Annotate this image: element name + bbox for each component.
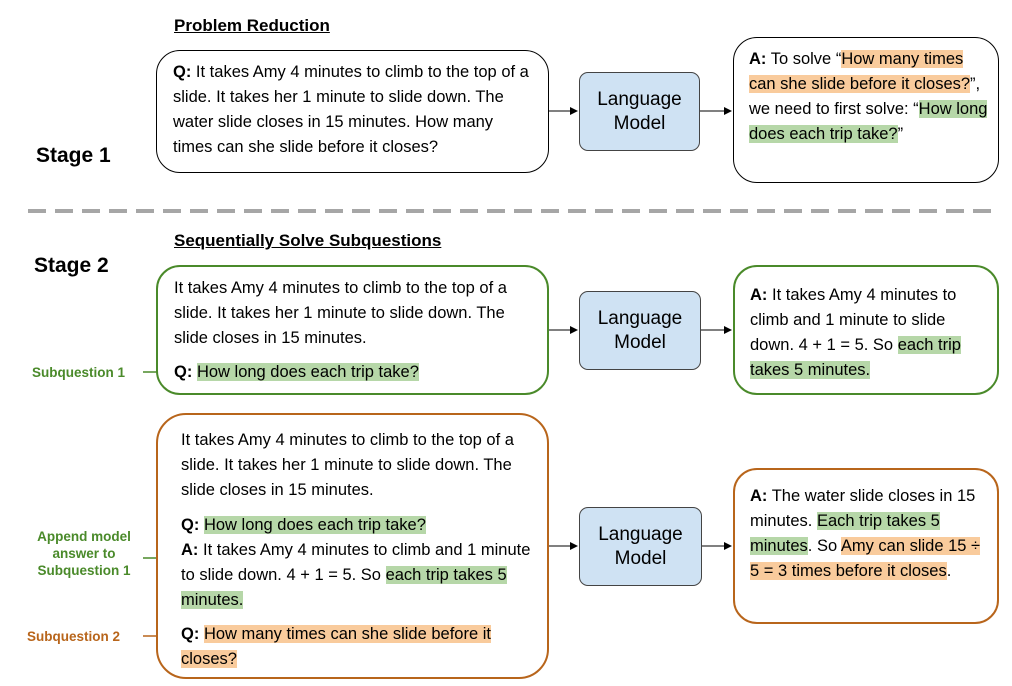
block1-output-box (733, 265, 999, 395)
stage2-label: Stage 2 (34, 254, 109, 277)
block1-input-box (156, 265, 549, 395)
stage1-heading: Problem Reduction (174, 16, 330, 35)
output-text: ”, we need to first solve: “ (749, 75, 981, 118)
block2-context: It takes Amy 4 minutes to climb to the top of a slide. It takes her 1 minute to slide down. The slide closes in 15 minutes. (181, 431, 514, 499)
append-answer-side-label: Append model answer to Subquestion 1 (37, 529, 131, 578)
a-prefix: A: (181, 541, 199, 559)
language-model-box: Language Model (579, 72, 700, 151)
subquestion1-question: How long does each trip take? (196, 363, 419, 381)
answer-text: . (946, 562, 952, 580)
a-prefix: A: (749, 50, 767, 68)
answer-green-highlight: Each trip takes 5 minutes (750, 512, 940, 555)
q-prefix: Q: (181, 625, 200, 643)
stage1-question: It takes Amy 4 minutes to climb to the top of a slide. It takes her 1 minute to slide down. The water slide closes in 15 minutes. How many times can she slide before it closes? (173, 63, 529, 156)
q-prefix: Q: (181, 516, 200, 534)
subquestion1-highlight: How long does each trip take? (749, 100, 988, 143)
subquestion1-question: How long does each trip take? (203, 516, 426, 534)
block2-input-box (156, 413, 549, 679)
a-prefix: A: (750, 286, 768, 304)
subquestion2-question: How many times can she slide before it closes? (181, 625, 491, 668)
q-prefix: Q: (173, 63, 192, 81)
output-text: ” (897, 125, 904, 143)
language-model-box: Language Model (579, 507, 702, 586)
q-prefix: Q: (174, 363, 193, 381)
language-model-box: Language Model (579, 291, 701, 370)
stage1-label: Stage 1 (36, 144, 111, 167)
subquestion1-side-label: Subquestion 1 (32, 365, 126, 380)
output-text: To solve “ (766, 50, 842, 68)
stage2-heading: Sequentially Solve Subquestions (174, 231, 442, 250)
stage1-input-box (156, 50, 549, 173)
appended-answer: It takes Amy 4 minutes to climb and 1 minute to slide down. 4 + 1 = 5. So (181, 541, 531, 584)
answer-text: It takes Amy 4 minutes to climb and 1 minute to slide down. 4 + 1 = 5. So (750, 286, 957, 354)
a-prefix: A: (750, 487, 768, 505)
answer1-highlight: each trip takes 5 minutes. (750, 336, 961, 379)
answer-text: . So (807, 537, 841, 555)
subquestion2-side-label: Subquestion 2 (27, 629, 121, 644)
block2-output-box (733, 468, 999, 624)
answer1-highlight: each trip takes 5 minutes. (181, 566, 507, 609)
subquestion2-highlight: How many times can she slide before it closes? (749, 50, 971, 93)
answer-text: The water slide closes in 15 minutes. (750, 487, 976, 530)
stage1-output-box (733, 37, 999, 183)
final-answer-highlight: Amy can slide 15 ÷ 5 = 3 times before it closes (750, 537, 981, 580)
block1-context: It takes Amy 4 minutes to climb to the top of a slide. It takes her 1 minute to slide down. The slide closes in 15 minutes. (174, 279, 507, 347)
